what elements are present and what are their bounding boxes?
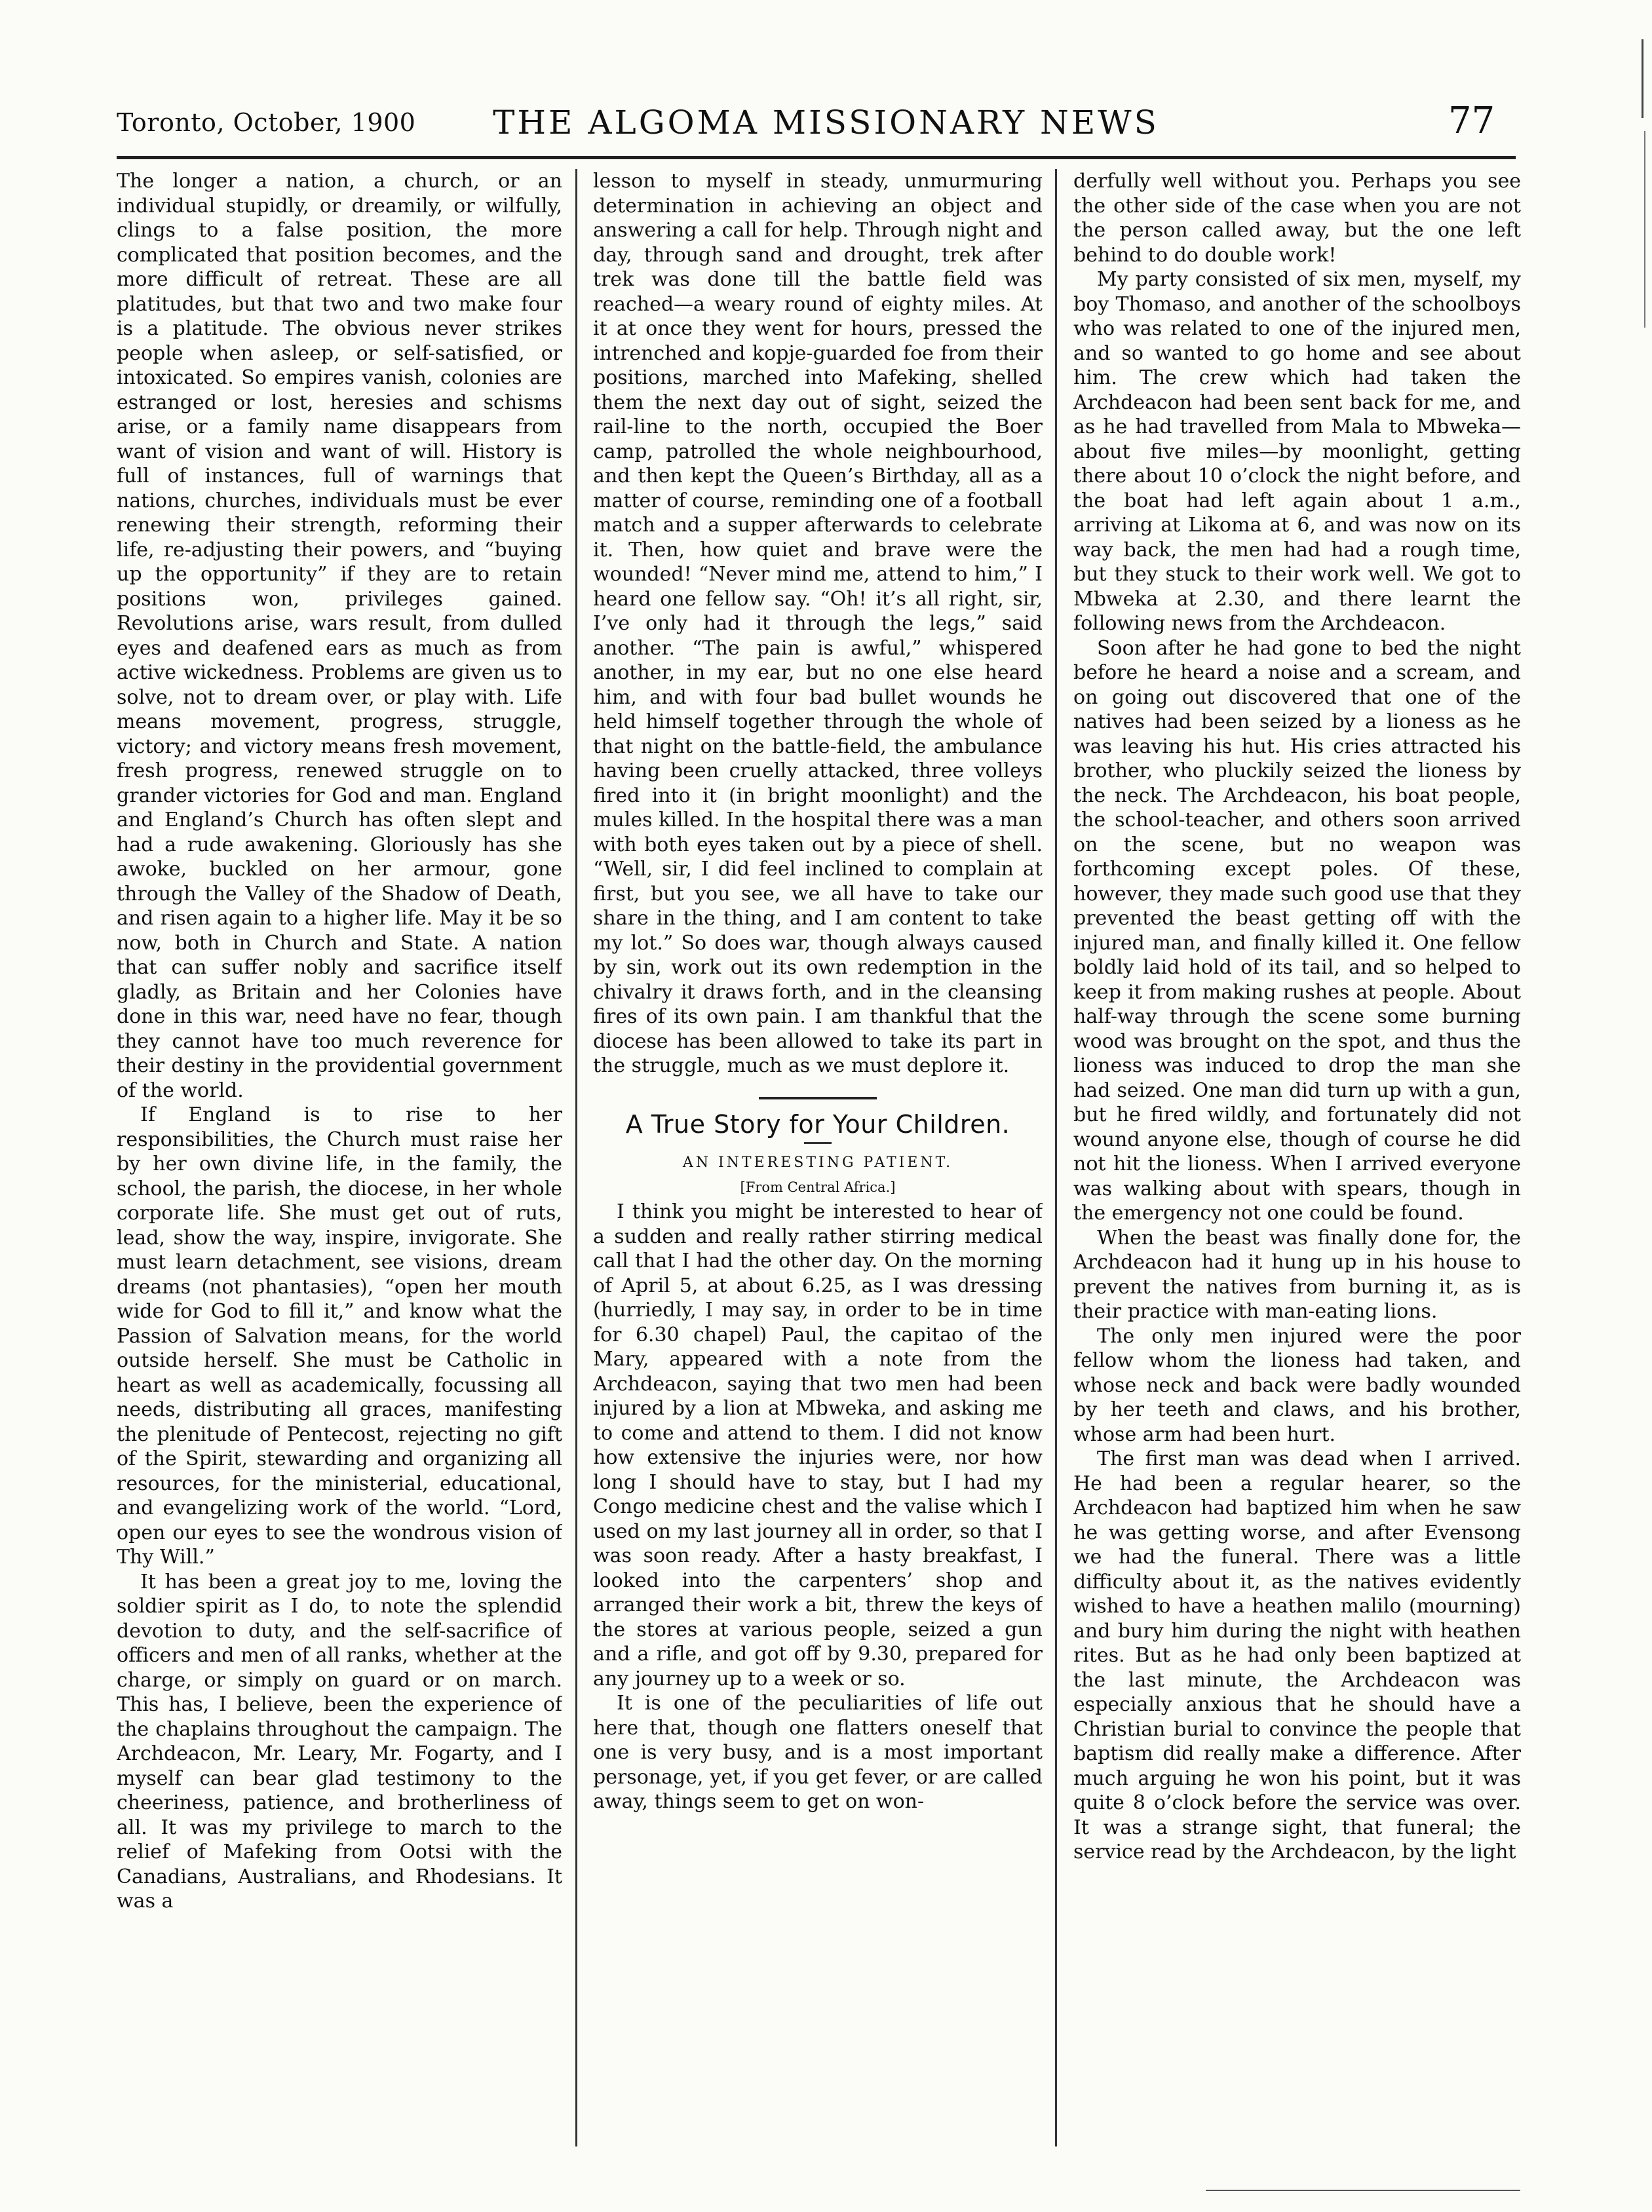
paragraph: When the beast was finally done for, the Archdeacon had it hung up in his house to prevent the natives from burning it, as is their practice with man-eating lions. [1073,1226,1521,1323]
column-1 [117,169,562,2148]
section-rule [759,1097,877,1099]
column-2 [593,169,1043,2148]
paragraph: If England is to rise to her responsibilities, the Church must raise her by her own divine life, in the family, the school, the parish, the diocese, in her whole corporate life. She must get out of ruts, lead, show the way, inspire, invigorate. She must learn detachment, see visions, dream dreams (not phantasies), “open her mouth wide for God to fill it,” and know what the Passion of Salvation means, for the world outside herself. She must be Catholic in heart as well as academically, focussing all needs, distributing all graces, manifesting the plenitude of Pentecost, rejecting no gift of the Spirit, stewarding and organizing all resources, for the ministerial, educational, and evangelizing work of the world. “Lord, open our eyes to see the wondrous vision of Thy Will.” [117,1103,562,1569]
page-number: 77 [1448,100,1495,142]
paragraph: It has been a great joy to me, loving the soldier spirit as I do, to note the splendid devotion to duty, and the self-sacrifice of officers and men of all ranks, whether at the charge, or simply on guard or on march. This has, I believe, been the experience of the chaplains throughout the campaign. The Archdeacon, Mr. Leary, Mr. Fogarty, and I myself can bear glad testimony to the cheeriness, patience, and brotherliness of all. It was my privilege to march to the relief of Mafeking from Ootsi with the Canadians, Australians, and Rhodesians. It was a [117,1570,562,1913]
story-source: [From Central Africa.] [740,1179,896,1195]
paragraph: The only men injured were the poor fellow whom the lioness had taken, and whose neck and back were badly wounded by her teeth and claws, and his brother, whose arm had been hurt. [1073,1324,1521,1446]
scan-edge-mark [1644,131,1645,328]
paragraph: Soon after he had gone to bed the night before he heard a noise and a scream, and on going out discovered that one of the natives had been seized by a lioness as he was leaving his hut. His cries attracted his brother, who pluckily seized the lioness by the neck. The Archdeacon, his boat people, the school-teacher, and others soon arrived on the scene, but no weapon was forthcoming except poles. Of these, however, they made such good use that they prevented the beast getting off with the injured man, and finally killed it. One fellow boldly laid hold of its tail, and so helped to keep it from making rushes at people. About half-way through the scene some burning wood was brought on the spot, and thus the lioness was induced to drop the man she had seized. One man did turn up with a gun, but he fired wildly, and fortunately did not wound anyone else, though of course he did not hit the lioness. When I arrived everyone was walking about with spears, though in the emergency not one could be found. [1073,636,1521,1225]
column-divider [575,169,577,2146]
page-header [0,0,1652,157]
story-heading: A True Story for Your Children. [625,1109,1010,1139]
column-divider [1055,169,1057,2146]
paragraph: The first man was dead when I arrived. He had been a regular hearer, so the Archdeacon had baptized him when he saw he was getting worse, and after Evensong we had the funeral. There was a little difficulty about it, as the natives evidently wished to have a heathen malilo (mourning) and bury him during the night with heathen rites. But as he had only been baptized at the last minute, the Archdeacon was especially anxious that he should have a Christian burial to convince the people that baptism did really make a difference. After much arguing he won his point, but it was quite 8 o’clock before the service was over. It was a strange sight, that funeral; the service read by the Archdeacon, by the light [1073,1447,1521,1863]
masthead-title: THE ALGOMA MISSIONARY NEWS [493,104,1159,142]
header-rule [117,156,1516,159]
story-subheading: AN INTERESTING PATIENT. [682,1154,953,1171]
paragraph: lesson to myself in steady, unmurmuring determination in achieving an object and answering a call for help. Through night and day, through sand and drought, trek after trek was done till the battle field was reached—a weary round of eighty miles. At it at once they went for hours, pressed the intrenched and kopje-guarded foe from their positions, marched into Mafeking, shelled them the next day out of sight, seized the rail-line to the north, occupied the Boer camp, patrolled the whole neighbourhood, and then kept the Queen’s Birthday, all as a matter of course, reminding one of a football match and a supper afterwards to celebrate it. Then, how quiet and brave were the wounded! “Never mind me, attend to him,” I heard one fellow say. “Oh! it’s all right, sir, I’ve only had it through the legs,” said another. “The pain is awful,” whispered another, in my ear, but no one else heard him, and with four bad bullet wounds he held himself together through the whole of that night on the battle-field, the ambulance having been cruelly attacked, three volleys fired into it (in bright moonlight) and the mules killed. In the hospital there was a man with both eyes taken out by a piece of shell. “Well, sir, I did feel inclined to complain at first, but you see, we all have to take our share in the thing, and I am content to take my lot.” So does war, though always caused by sin, work out its own redemption in the chivalry it draws forth, and in the cleansing fires of its own pain. I am thankful that the diocese has been allowed to take its part in the struggle, much as we must deplore it. [593,170,1043,1077]
paragraph: derfully well without you. Perhaps you see the other side of the case when you are not the person called away, but the one left behind to do double work! [1073,170,1521,267]
date-line: Toronto, October, 1900 [117,108,416,137]
scan-edge-mark [1642,39,1643,118]
paragraph: My party consisted of six men, myself, my boy Thomaso, and another of the schoolboys who was related to one of the injured men, and so wanted to go home and see about him. The crew which had taken the Archdeacon had been sent back for me, and as he had travelled from Mala to Mbweka—about five miles—by moonlight, getting there about 10 o’clock the night before, and the boat had left again about 1 a.m., arriving at Likoma at 6, and was now on its way back, the men had had a rough time, but they stuck to their work well. We got to Mbweka at 2.30, and there learnt the following news from the Archdeacon. [1073,268,1521,635]
paragraph: The longer a nation, a church, or an individual stupidly, or dreamily, or wilfully, clings to a false position, the more complicated that position becomes, and the more difficult of retreat. These are all platitudes, but that two and two make four is a platitude. The obvious never strikes people when asleep, or self-satisfied, or intoxicated. So empires vanish, colonies are estranged or lost, heresies and schisms arise, or a family name disappears from want of vision and want of will. History is full of instances, full of warnings that nations, churches, individuals must be ever renewing their strength, reforming their life, re-adjusting their powers, and “buying up the opportunity” if they are to retain positions won, privileges gained. Revolutions arise, wars result, from dulled eyes and deafened ears as much as from active wickedness. Problems are given us to solve, not to dream over, or play with. Life means movement, progress, struggle, victory; and victory means fresh movement, fresh progress, renewed struggle on to grander victories for God and man. England and England’s Church has often slept and had a rude awakening. Gloriously has she awoke, buckled on her armour, gone through the Valley of the Shadow of Death, and risen again to a higher life. May it be so now, both in Church and State. A nation that can suffer nobly and sacrifice itself gladly, as Britain and her Colonies have done in this war, need have no fear, though they cannot have too much reverence for their destiny in the providential government of the world. [117,170,562,1102]
paragraph: It is one of the peculiarities of life out here that, though one flatters oneself that one is very busy, and is a most important personage, yet, if you get fever, or are called away, things seem to get on won- [593,1692,1043,1813]
paragraph: I think you might be interested to hear of a sudden and really rather stirring medical call that I had the other day. On the morning of April 5, at about 6.25, as I was dressing (hurriedly, I may say, in order to be in time for 6.30 chapel) Paul, the capitao of the Mary, appeared with a note from the Archdeacon, saying that two men had been injured by a lion at Mbweka, and asking me to come and attend to them. I did not know how extensive the injuries were, nor how long I should have to stay, but I had my Congo medicine chest and the valise which I used on my last journey all in order, so that I was soon ready. After a hasty breakfast, I looked into the carpenters’ shop and arranged their work a bit, threw the keys of the stores at various people, seized a gun and a rifle, and got off by 9.30, prepared for any journey up to a week or so. [593,1200,1043,1690]
footer-rule [1206,2190,1520,2191]
column-3 [1073,169,1521,2148]
heading-dash [804,1142,832,1144]
